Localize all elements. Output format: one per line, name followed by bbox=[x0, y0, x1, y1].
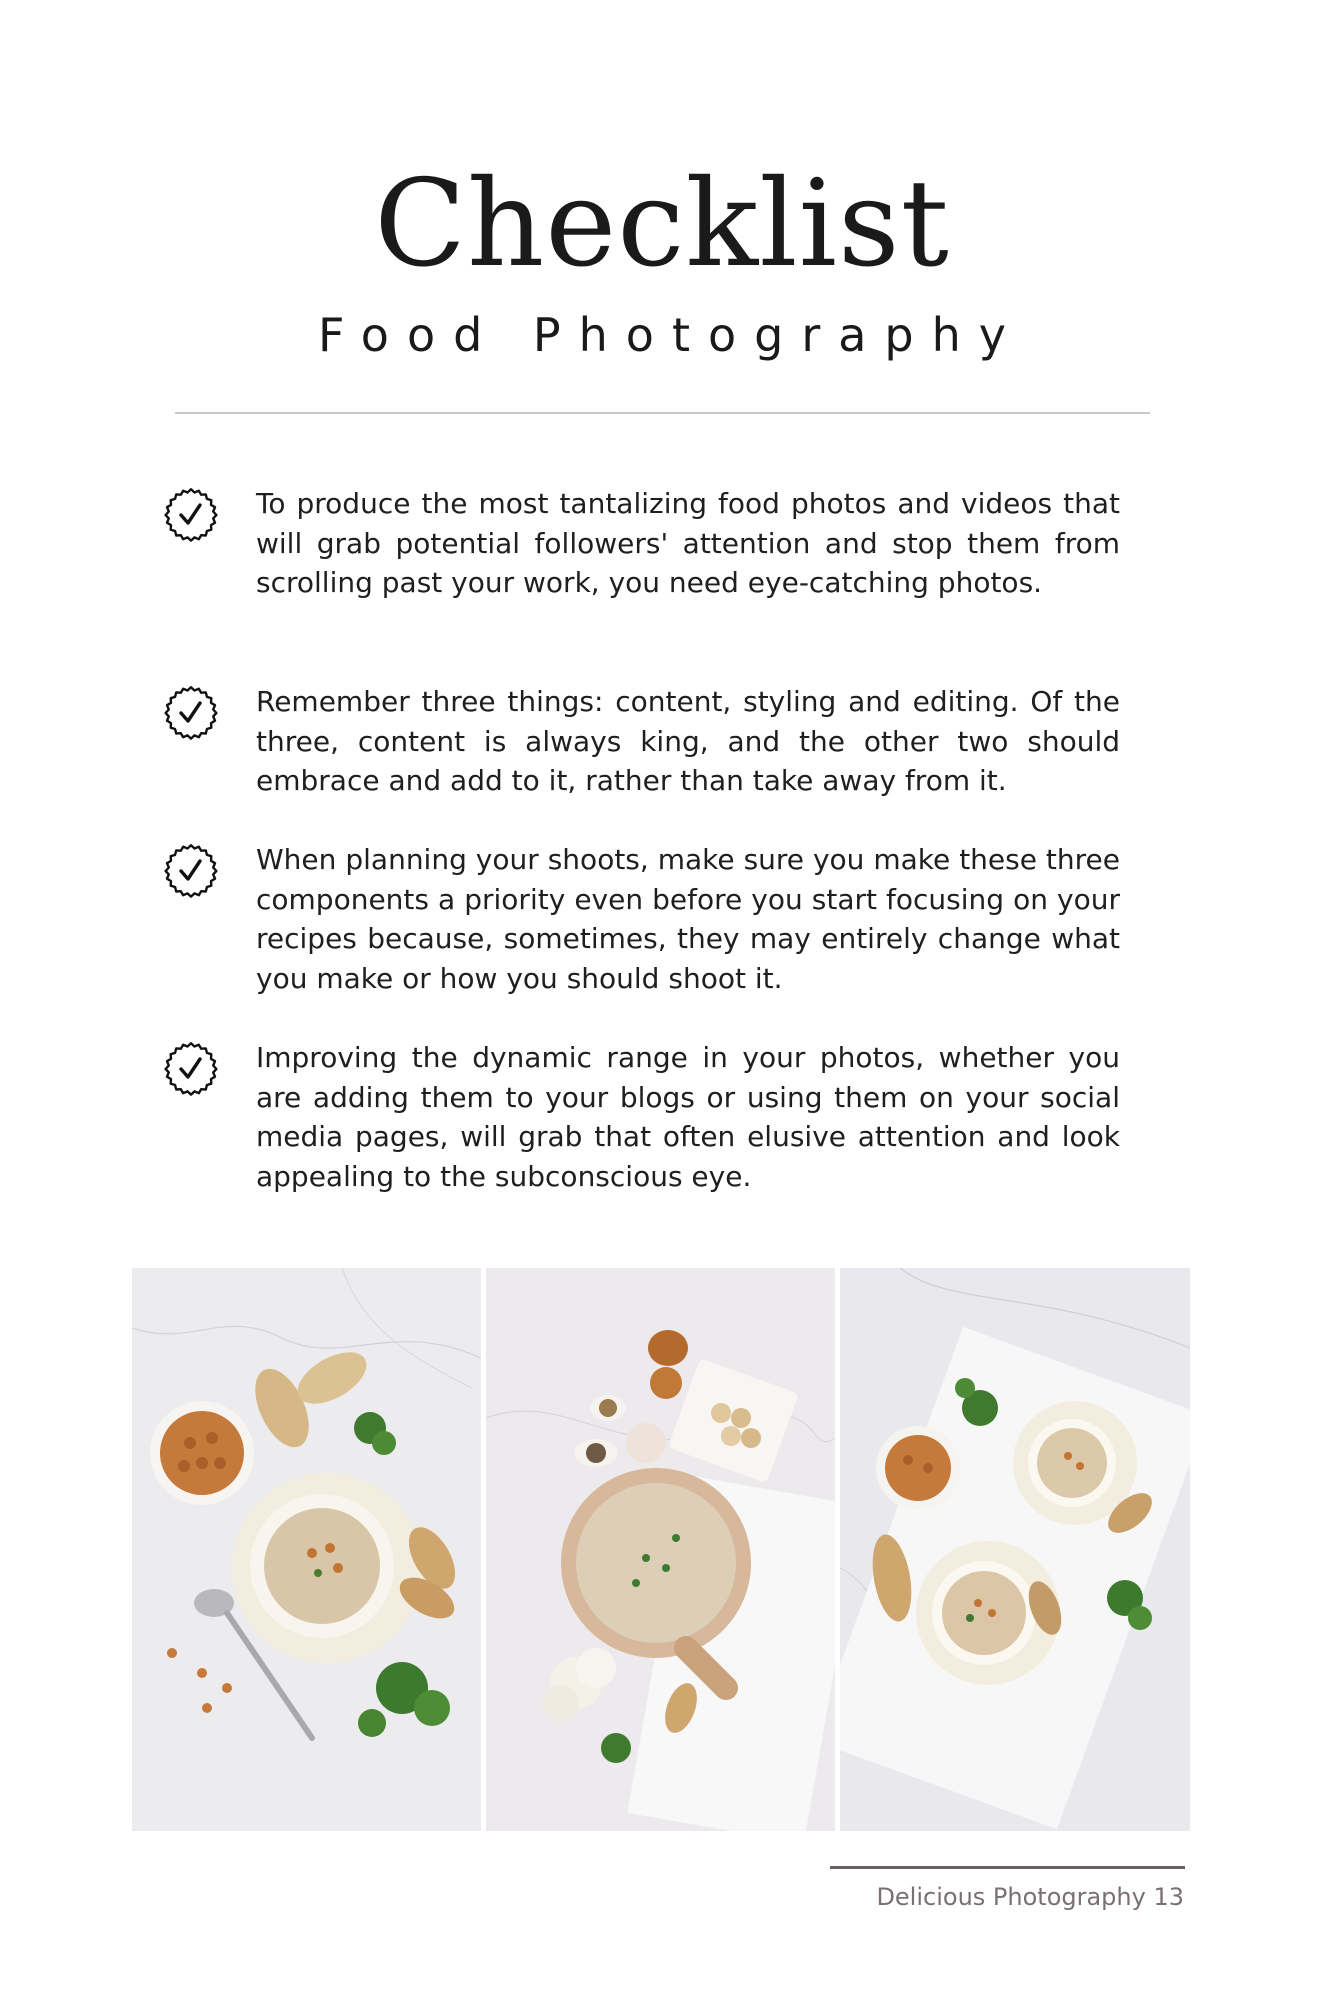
photo-gallery bbox=[132, 1268, 1190, 1831]
page-title: Checklist bbox=[374, 155, 950, 294]
check-badge-icon bbox=[160, 840, 222, 902]
food-photo-soup-bowl bbox=[132, 1268, 481, 1831]
check-badge-icon bbox=[160, 1038, 222, 1100]
food-photo-soup-ingredients bbox=[486, 1268, 835, 1831]
check-badge-icon bbox=[160, 682, 222, 744]
page-footer: Delicious Photography 13 bbox=[876, 1883, 1184, 1911]
food-photo-two-bowls bbox=[840, 1268, 1190, 1831]
checklist-item-text: Remember three things: content, styling and editing. Of the three, content is always king, and the other two should embrace and add to it, rather than take away from it. bbox=[256, 685, 1120, 797]
page-subtitle: Food Photography bbox=[317, 308, 1025, 362]
checklist-item-text: Improving the dynamic range in your photos, whether you are adding them to your blogs or using them on your social media pages, will grab that often elusive attention and look appealing to the subconscious eye. bbox=[256, 1041, 1120, 1193]
footer-divider bbox=[830, 1866, 1185, 1869]
title-divider bbox=[175, 412, 1150, 414]
checklist-item-text: To produce the most tantalizing food photos and videos that will grab potential followers' attention and stop them from scrolling past your work, you need eye-catching photos. bbox=[256, 487, 1120, 599]
checklist-item-text: When planning your shoots, make sure you make these three components a priority even before you start focusing on your recipes because, sometimes, they may entirely change what you make or how you should shoot it. bbox=[256, 843, 1120, 995]
check-badge-icon bbox=[160, 484, 222, 546]
